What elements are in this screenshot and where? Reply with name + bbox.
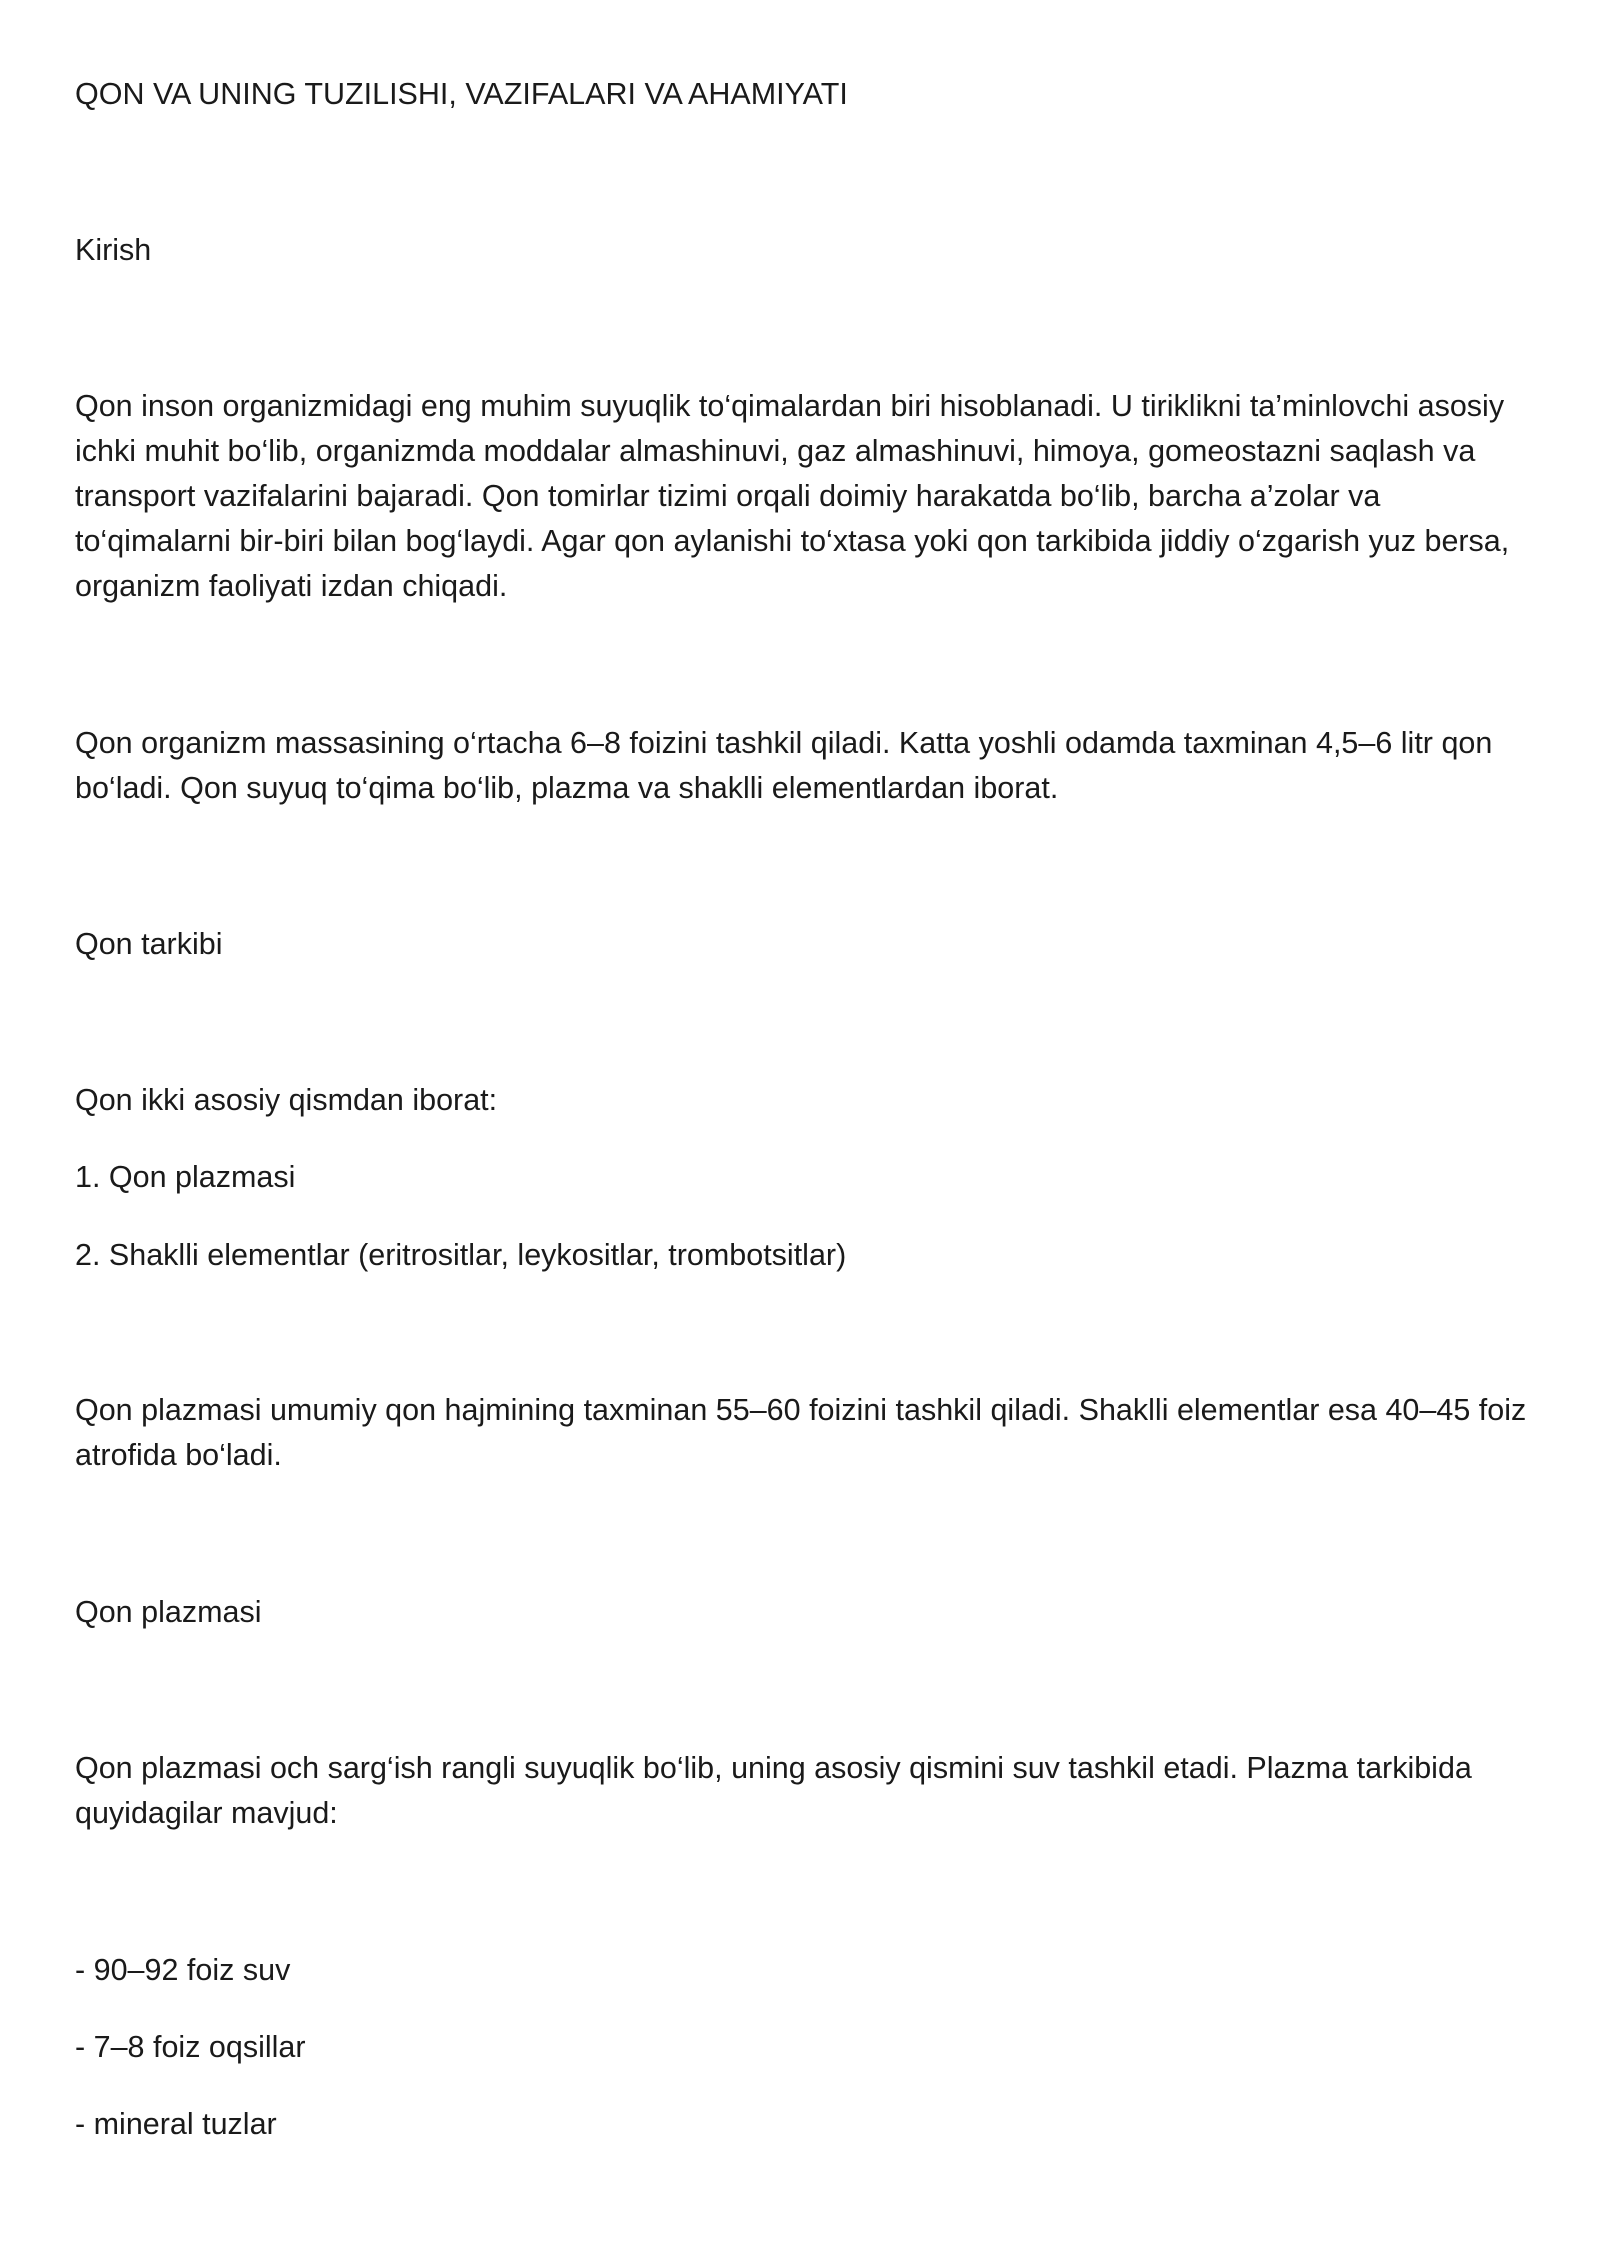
document-title: QON VA UNING TUZILISHI, VAZIFALARI VA AHAMIYATI bbox=[75, 77, 848, 111]
plasma-item-1: - 90–92 foiz suv bbox=[75, 1953, 291, 1987]
heading-plasma: Qon plazmasi bbox=[75, 1595, 262, 1629]
heading-composition: Qon tarkibi bbox=[75, 927, 223, 961]
composition-item-2: 2. Shaklli elementlar (eritrositlar, leykositlar, trombotsitlar) bbox=[75, 1238, 847, 1272]
composition-paragraph: Qon plazmasi umumiy qon hajmining taxminan 55–60 foizini tashkil qiladi. Shaklli elementlar esa 40–45 foiz atrofida bo‘ladi. bbox=[75, 1393, 1527, 1472]
plasma-item-2: - 7–8 foiz oqsillar bbox=[75, 2030, 306, 2064]
intro-paragraph-1: Qon inson organizmidagi eng muhim suyuqlik to‘qimalardan biri hisoblanadi. U tiriklikni ta’minlovchi asosiy ichki muhit bo‘lib, organizmda moddalar almashinuvi, gaz almashinuvi, himoya, gomeostazni saqlash va transport vazifalarini bajaradi. Qon tomirlar tizimi orqali doimiy harakatda bo‘lib, barcha a’zolar va to‘qimalarni bir-biri bilan bog‘laydi. Agar qon aylanishi to‘xtasa yoki qon tarkibida jiddiy o‘zgarish yuz bersa, organizm faoliyati izdan chiqadi. bbox=[75, 389, 1510, 603]
intro-paragraph-2: Qon organizm massasining o‘rtacha 6–8 foizini tashkil qiladi. Katta yoshli odamda taxminan 4,5–6 litr qon bo‘ladi. Qon suyuq to‘qima bo‘lib, plazma va shaklli elementlardan iborat. bbox=[75, 726, 1493, 805]
heading-intro: Kirish bbox=[75, 233, 152, 267]
composition-item-1: 1. Qon plazmasi bbox=[75, 1160, 296, 1194]
composition-intro: Qon ikki asosiy qismdan iborat: bbox=[75, 1083, 498, 1117]
plasma-paragraph: Qon plazmasi och sarg‘ish rangli suyuqlik bo‘lib, uning asosiy qismini suv tashkil etadi. Plazma tarkibida quyidagilar mavjud: bbox=[75, 1751, 1472, 1830]
plasma-item-3: - mineral tuzlar bbox=[75, 2107, 277, 2141]
